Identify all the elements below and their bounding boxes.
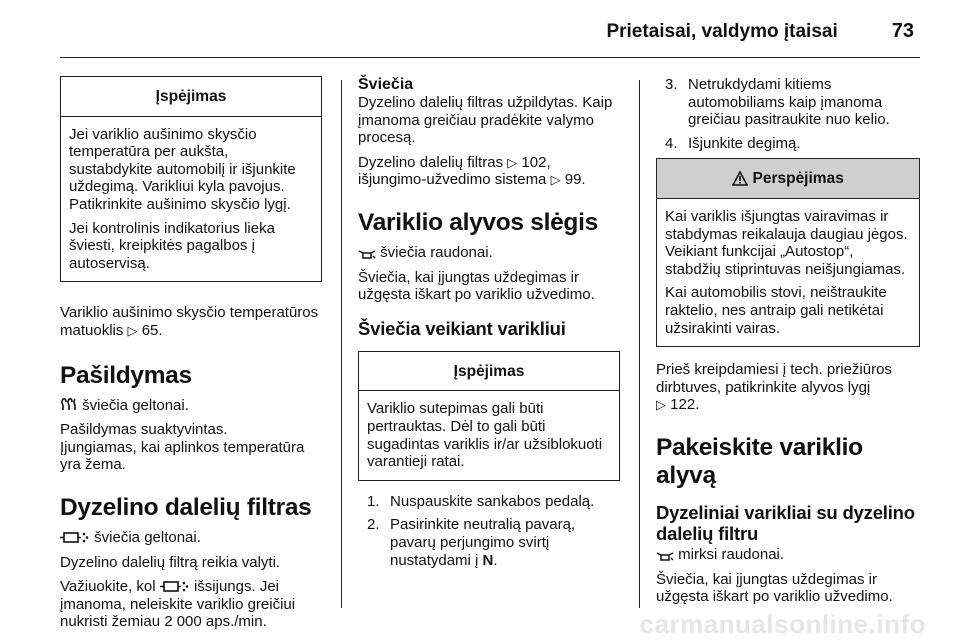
oil-can-icon <box>656 550 674 562</box>
list-item <box>358 516 620 569</box>
step-number: 4. <box>665 134 678 152</box>
flash-p1: Dyzelino dalelių filtras užpildytas. Kaip įmanoma greičiau pradėkite valymo procesą. <box>358 94 613 147</box>
caution-header <box>657 159 919 198</box>
warning-title: Įspėjimas <box>155 88 227 105</box>
step-gear-label: N <box>482 551 494 569</box>
dpf-line <box>60 529 322 547</box>
caution-box <box>656 158 920 347</box>
oil-status: šviečia raudonai. <box>380 243 493 261</box>
dpf-status: šviečia geltonai. <box>94 528 201 546</box>
check-oil-paragraph <box>656 361 920 414</box>
steps-list-1 <box>358 493 620 569</box>
warning-box-coolant <box>60 76 322 282</box>
heading-dpf: Dyzelino dalelių filtras <box>60 493 312 521</box>
arrow-ref-icon[interactable]: ▷ <box>550 172 561 188</box>
check-oil-text: Prieš kreipdamiesi į tech. priežiūros dirbtuves, patikrinkite alyvos lygį <box>656 361 892 396</box>
dpf-icon <box>160 579 190 594</box>
dpf-icon <box>60 530 90 545</box>
heading-flashing: Šviečia <box>358 76 414 93</box>
dpf-p1: Dyzelino dalelių filtrą reikia valyti. <box>60 553 281 571</box>
warning-triangle-icon <box>732 171 748 186</box>
arrow-ref-icon[interactable]: ▷ <box>507 154 518 170</box>
flash-ref-2[interactable]: 99. <box>564 171 586 189</box>
warning-title: Įspėjimas <box>453 362 525 380</box>
flash-p2-text-2: išjungimo-užvedimo sistema <box>358 171 547 189</box>
heading-diesel-dpf: Dyzeliniai varikliai su dyzelino dalelių filtru <box>656 501 915 544</box>
heading-oil-pressure: Variklio alyvos slėgis <box>358 208 598 236</box>
column-right <box>656 76 920 613</box>
oil-p: Šviečia, kai įjungtas uždegimas ir užgęsta iškart po variklio užvedimo. <box>358 268 595 304</box>
column-left <box>60 76 322 638</box>
step-text <box>390 516 620 569</box>
column-divider-1 <box>341 80 342 608</box>
warning-text: Variklio sutepimas gali būti pertrauktas. Dėl to gali būti sugadintas variklis ir/ar užsiblokuoti varantieji ratai. <box>367 400 603 471</box>
header-rule <box>60 57 920 58</box>
caution-body <box>657 198 919 346</box>
gauge-paragraph <box>60 304 322 339</box>
warning-text-2: Jei kontrolinis indikatorius lieka šviesti, kreipkitės pagalbos į autoservisą. <box>69 219 275 272</box>
step-number: 2. <box>367 516 380 534</box>
step-number: 3. <box>665 76 678 93</box>
watermark: carmanualsonline.info <box>639 609 926 639</box>
list-item <box>656 76 920 129</box>
page-number: 73 <box>891 20 914 42</box>
dpf-p2 <box>60 578 322 631</box>
page-header <box>606 20 914 43</box>
column-middle <box>358 76 620 575</box>
caution-title: Perspėjimas <box>752 170 844 188</box>
warning-body <box>359 390 619 479</box>
arrow-ref-icon[interactable]: ▷ <box>127 322 138 338</box>
heading-running: Šviečia veikiant varikliui <box>358 317 566 339</box>
warning-box-lubrication <box>358 351 620 481</box>
check-oil-ref[interactable]: 122. <box>670 396 700 414</box>
heading-change-oil: Pakeiskite variklio alyvą <box>656 433 863 489</box>
preheat-p2: Įjungiamas, kai aplinkos temperatūra yra žema. <box>60 438 305 474</box>
caution-text-1: Kai variklis išjungtas vairavimas ir stabdymas reikalauja daugiau jėgos. Veikiant funkcijai „Autostop“, stabdžių stiprintuvas neišjungiamas. <box>665 207 908 278</box>
flash-p2-text: Dyzelino dalelių filtras <box>358 153 504 171</box>
flash-ref-1[interactable]: 102, <box>521 153 551 171</box>
list-item <box>358 493 620 511</box>
step-number: 1. <box>367 492 380 510</box>
steps-list-2 <box>656 76 920 152</box>
blink-p: Šviečia, kai įjungtas uždegimas ir užgęsta iškart po variklio užvedimo. <box>656 570 893 606</box>
step-text-main: Pasirinkite neutralią pavarą, pavarų perjungimo svirtį nustatydami į <box>390 516 576 569</box>
caution-text-2: Kai automobilis stovi, neištraukite raktelio, nes antraip gali netikėtai užsirakinti vairas. <box>665 284 887 337</box>
preheat-status: šviečia geltonai. <box>82 396 189 414</box>
warning-body <box>61 116 321 282</box>
preheat-coil-icon <box>60 397 78 413</box>
page-title: Prietaisai, valdymo įtaisai <box>606 21 838 42</box>
arrow-ref-icon[interactable]: ▷ <box>656 397 666 413</box>
column-divider-2 <box>639 80 640 608</box>
dpf-p2-start: Važiuokite, kol <box>60 578 156 596</box>
gauge-text: Variklio aušinimo skysčio temperatūros matuoklis <box>60 304 319 339</box>
warning-text-1: Jei variklio aušinimo skysčio temperatūra per aukšta, sustabdykite automobilį ir išjunkite uždegimą. Varikliui kyla pavojus. Patikrinkite aušinimo skysčio lygį. <box>69 125 296 213</box>
oil-can-icon <box>358 248 376 260</box>
oil-line <box>358 244 620 262</box>
step-text: Išjunkite degimą. <box>688 134 801 152</box>
step-end: . <box>493 551 498 569</box>
gauge-ref[interactable]: 65. <box>141 321 163 339</box>
blink-status: mirksi raudonai. <box>678 545 785 563</box>
step-text: Nuspauskite sankabos pedalą. <box>390 492 595 510</box>
preheat-p1: Pašildymas suaktyvintas. <box>60 421 228 439</box>
heading-preheat: Pašildymas <box>60 361 192 389</box>
list-item <box>656 135 920 153</box>
flash-p2 <box>358 154 620 189</box>
step-text: Netrukdydami kitiems automobiliams kaip įmanoma greičiau pasitraukite nuo kelio. <box>688 76 890 129</box>
dpf-p2-end: išsijungs. Jei įmanoma, neleiskite variklio greičiui nukristi žemiau 2 000 aps./min. <box>60 578 296 631</box>
blink-line <box>656 546 920 564</box>
preheat-line <box>60 397 322 415</box>
